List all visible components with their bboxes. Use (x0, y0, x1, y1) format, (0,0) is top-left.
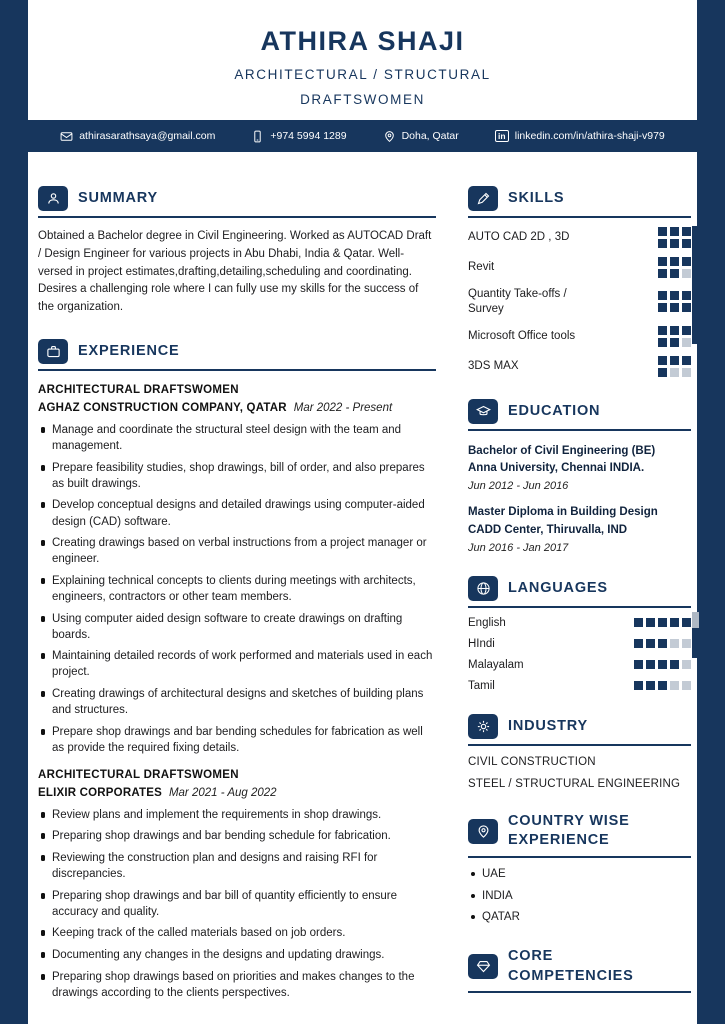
job-bullet: Prepare shop drawings and bar bending schedules for fabrication as well as provide the required fixing details. (38, 724, 436, 756)
rating-square (634, 618, 643, 627)
skills-section-header (468, 186, 691, 218)
rating-square (658, 303, 667, 312)
rating-square (658, 639, 667, 648)
job-bullet: Creating drawings based on verbal instructions from a project manager or engineer. (38, 535, 436, 567)
job-bullet: Preparing shop drawings based on priorities and makes changes to the drawings according to the clients perspectives. (38, 969, 436, 1001)
rating-square (646, 681, 655, 690)
job-dates: Mar 2022 - Present (293, 402, 393, 415)
rating-square (682, 660, 691, 669)
skill-label: AUTO CAD 2D , 3D (468, 231, 570, 244)
languages-list (468, 617, 691, 692)
skill-label: Quantity Take-offs / Survey (468, 288, 567, 315)
industry-section (468, 714, 691, 790)
core-competencies-section (468, 947, 691, 993)
experience-job (38, 384, 436, 756)
experience-heading: EXPERIENCE (78, 342, 180, 359)
rating-square (670, 239, 679, 248)
languages-section-header (468, 576, 691, 608)
languages-section (468, 576, 691, 692)
rating-squares (634, 681, 691, 690)
skill-row (468, 287, 691, 317)
phone-icon (251, 130, 264, 143)
gear-icon (468, 714, 498, 739)
rating-square (634, 639, 643, 648)
education-degree: Bachelor of Civil Engineering (BE) (468, 444, 656, 457)
person-icon (38, 186, 68, 211)
rating-square (658, 618, 667, 627)
job-title: ARCHITECTURAL DRAFTSWOMEN (38, 768, 239, 781)
rating-square (682, 681, 691, 690)
country-item: QATAR (468, 909, 691, 925)
rating-square (670, 660, 679, 669)
job-bullet: Documenting any changes in the designs and updating drawings. (38, 947, 436, 963)
job-company: AGHAZ CONSTRUCTION COMPANY, QATAR (38, 402, 287, 415)
industry-heading: INDUSTRY (508, 717, 588, 734)
summary-text: Obtained a Bachelor degree in Civil Engineering. Worked as AUTOCAD Draft / Design Engineer for various projects in Abu Dhabi, India & Qatar. Well-versed in project estimates,drafting,detailing,scheduling and coordinating. Desires a challenging role where I can fully use my skills for the success of the organization. (38, 230, 432, 314)
rating-square (658, 356, 667, 365)
language-label: Malayalam (468, 658, 524, 671)
experience-section-header (38, 339, 436, 371)
rating-square (682, 257, 691, 266)
education-section-header (468, 399, 691, 431)
job-bullet: Maintaining detailed records of work performed and materials used in each project. (38, 648, 436, 680)
rating-square (658, 681, 667, 690)
rating-square (658, 269, 667, 278)
experience-job (38, 769, 436, 1001)
rating-square (646, 618, 655, 627)
rating-squares (650, 257, 691, 278)
contact-email[interactable] (60, 130, 215, 143)
rating-squares (634, 660, 691, 669)
language-label: Tamil (468, 679, 495, 692)
skills-section (468, 186, 691, 377)
skill-row (468, 227, 691, 248)
rating-square (670, 356, 679, 365)
candidate-title-line2: DRAFTSWOMEN (300, 92, 425, 107)
header (0, 0, 725, 107)
rating-square (658, 227, 667, 236)
linkedin-icon: in (495, 130, 509, 142)
contact-linkedin-text: linkedin.com/in/athira-shaji-v979 (514, 130, 665, 142)
summary-heading: SUMMARY (78, 189, 158, 206)
candidate-name: ATHIRA SHAJI (260, 26, 465, 56)
skill-label: Revit (468, 261, 495, 274)
rating-square (634, 681, 643, 690)
rating-square (646, 639, 655, 648)
languages-decorative-bar (692, 612, 699, 658)
skills-decorative-bar (692, 226, 699, 344)
rating-squares (634, 639, 691, 648)
rating-square (682, 356, 691, 365)
core-heading: CORE COMPETENCIES (508, 948, 634, 984)
graduation-cap-icon (468, 399, 498, 424)
globe-icon (468, 576, 498, 601)
education-dates: Jun 2012 - Jun 2016 (468, 480, 569, 493)
contact-location (383, 130, 459, 143)
languages-heading: LANGUAGES (508, 579, 608, 596)
job-bullet: Using computer aided design software to create drawings on drafting boards. (38, 611, 436, 643)
contact-location-text: Doha, Qatar (401, 130, 459, 142)
skill-label: 3DS MAX (468, 359, 519, 372)
rating-square (658, 660, 667, 669)
rating-square (658, 368, 667, 377)
rating-square (682, 618, 691, 627)
job-company: ELIXIR CORPORATES (38, 786, 162, 799)
rating-square (682, 303, 691, 312)
job-bullet: Develop conceptual designs and detailed drawings using computer-aided design (CAD) software. (38, 497, 436, 529)
job-bullet: Reviewing the construction plan and designs and raising RFI for discrepancies. (38, 850, 436, 882)
rating-square (658, 239, 667, 248)
job-bullets (38, 807, 436, 1001)
rating-square (682, 639, 691, 648)
contact-phone-text: +974 5994 1289 (270, 130, 347, 142)
rating-square (670, 639, 679, 648)
rating-square (670, 326, 679, 335)
job-bullet: Manage and coordinate the structural steel design with the team and management. (38, 422, 436, 454)
contact-phone[interactable] (251, 130, 346, 143)
map-pin-icon (468, 819, 498, 844)
language-label: English (468, 616, 506, 629)
rating-square (682, 326, 691, 335)
rating-square (670, 303, 679, 312)
left-column (38, 186, 436, 1023)
rating-square (682, 338, 691, 347)
summary-section (38, 186, 436, 317)
rating-square (658, 291, 667, 300)
rating-square (658, 257, 667, 266)
skill-row (468, 356, 691, 377)
job-bullet: Review plans and implement the requirements in shop drawings. (38, 807, 436, 823)
job-bullet: Prepare feasibility studies, shop drawings, bill of order, and also prepares as built drawings. (38, 460, 436, 492)
rating-square (646, 660, 655, 669)
rating-squares (650, 356, 691, 377)
rating-square (682, 227, 691, 236)
diamond-icon (468, 954, 498, 979)
language-row (468, 617, 691, 629)
job-bullets (38, 422, 436, 756)
location-icon (383, 130, 396, 143)
rating-squares (650, 227, 691, 248)
email-icon (60, 130, 73, 143)
rating-square (670, 291, 679, 300)
country-list (468, 866, 691, 925)
contact-bar (0, 120, 725, 152)
rating-square (658, 338, 667, 347)
rating-square (658, 326, 667, 335)
right-column (468, 186, 691, 1023)
content-columns (0, 152, 725, 1023)
rating-square (670, 681, 679, 690)
rating-square (682, 291, 691, 300)
job-bullet: Keeping track of the called materials based on job orders. (38, 925, 436, 941)
job-bullet: Creating drawings of architectural designs and sketches of building plans and structures. (38, 686, 436, 718)
summary-section-header (38, 186, 436, 218)
rating-square (670, 227, 679, 236)
rating-square (670, 368, 679, 377)
rating-squares (650, 326, 691, 347)
country-heading: COUNTRY WISE EXPERIENCE (508, 812, 630, 849)
contact-email-text: athirasarathsaya@gmail.com (79, 130, 216, 142)
rating-square (670, 338, 679, 347)
country-item: INDIA (468, 888, 691, 904)
rating-square (634, 660, 643, 669)
education-entry (468, 443, 691, 493)
industry-list (468, 756, 691, 790)
job-bullet: Explaining technical concepts to clients during meetings with architects, engineers, contractors or other team members. (38, 573, 436, 605)
rating-square (670, 618, 679, 627)
language-row (468, 638, 691, 650)
rating-square (682, 269, 691, 278)
education-school: Anna University, Chennai INDIA. (468, 462, 645, 475)
jobs-container (38, 384, 436, 1001)
country-item: UAE (468, 866, 691, 882)
job-company-line (38, 787, 436, 799)
language-row (468, 680, 691, 692)
education-entry (468, 504, 691, 554)
education-list (468, 443, 691, 554)
job-company-line (38, 402, 436, 414)
skills-heading: SKILLS (508, 189, 565, 206)
skill-row (468, 257, 691, 278)
job-dates: Mar 2021 - Aug 2022 (168, 786, 277, 799)
job-title: ARCHITECTURAL DRAFTSWOMEN (38, 384, 239, 397)
candidate-title-line1: ARCHITECTURAL / STRUCTURAL (234, 67, 491, 82)
rating-square (670, 269, 679, 278)
country-section (468, 812, 691, 925)
education-heading: EDUCATION (508, 402, 601, 419)
skill-row (468, 326, 691, 347)
core-section-header (468, 947, 691, 993)
rating-squares (650, 291, 691, 312)
education-degree: Master Diploma in Building Design (468, 506, 658, 519)
skill-label: Microsoft Office tools (468, 329, 576, 342)
education-section (468, 399, 691, 554)
language-label: HIndi (468, 637, 495, 650)
education-dates: Jun 2016 - Jan 2017 (468, 541, 569, 554)
briefcase-icon (38, 339, 68, 364)
contact-linkedin[interactable] (495, 130, 665, 142)
industry-item: STEEL / STRUCTURAL ENGINEERING (468, 777, 681, 790)
experience-section (38, 339, 436, 1001)
job-bullet: Preparing shop drawings and bar bending schedule for fabrication. (38, 828, 436, 844)
rating-squares (634, 618, 691, 627)
rating-square (682, 239, 691, 248)
pencil-icon (468, 186, 498, 211)
skills-list (468, 227, 691, 377)
industry-item: CIVIL CONSTRUCTION (468, 755, 596, 768)
industry-section-header (468, 714, 691, 746)
rating-square (682, 368, 691, 377)
education-school: CADD Center, Thiruvalla, IND (468, 523, 628, 536)
rating-square (670, 257, 679, 266)
language-row (468, 659, 691, 671)
job-bullet: Preparing shop drawings and bar bill of quantity efficiently to ensure accuracy and quality. (38, 888, 436, 920)
country-section-header (468, 812, 691, 858)
